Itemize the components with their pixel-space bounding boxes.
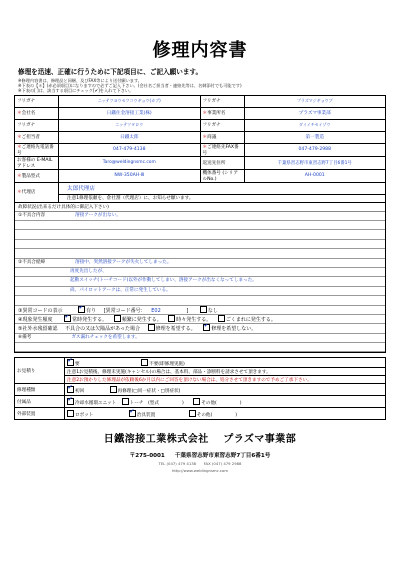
model-label: 製品型式 (21, 173, 40, 179)
furigana-label: フリガナ (15, 95, 59, 107)
remarks-field[interactable]: ガス漏れチェックを希望します。 (71, 334, 140, 340)
ship-label: 返送先住所 (200, 156, 244, 169)
trouble-line[interactable] (15, 240, 385, 249)
repair-no-checkbox[interactable] (203, 324, 210, 331)
parts-other-checkbox[interactable] (193, 398, 200, 405)
trouble-line[interactable]: ②不具合経緯 溶接中、突然溶接アークが失火してしまった。 (15, 259, 385, 268)
estimate-label: お見積り (15, 358, 65, 384)
freq-sometimes-checkbox[interactable] (168, 315, 175, 322)
dealer-field[interactable]: 第一製造 (244, 131, 386, 143)
instruction-notes (18, 78, 386, 94)
accessories-label: 付属品 (15, 396, 65, 408)
agent-field[interactable]: 太郎代理店 (59, 182, 386, 194)
dept-furigana-field[interactable]: プラズマジギョウブ (244, 95, 386, 107)
person-field[interactable]: 日鐵太郎 (59, 131, 201, 143)
q2-label: ②不具合経緯 (18, 259, 46, 265)
trouble-heading: 故障状況(出来るだけ具体的に御記入下さい) (15, 203, 385, 212)
error-code-row: ③異常コードの表示 ✔ 有り [異常コード番号： E02 ] なし (15, 306, 385, 315)
dealer-furigana-field[interactable]: ダイイチセイゾウ (244, 119, 386, 131)
footer-company: 日鐵溶接工業株式会社 プラズマ事業部 (103, 434, 297, 446)
freq-always-checkbox[interactable] (64, 315, 71, 322)
phone-label: ご連絡先電話番号 (17, 144, 54, 156)
freq-rare-checkbox[interactable] (218, 315, 225, 322)
customer-info-table: フリガナ ニッテツヨウセツコウギョウ(カブ) フリガナ プラズマジギョウブ ＊会社名 日鐵住金溶接工業(株) ＊事業所名 プラズマ事業部 フリガナ ニッテツタロウ フリガナ ダイイチセイゾウ ＊ご担当者 日鐵太郎 ＊商議 第一製造 ＊ご連絡先電話番号 047-479-4138 ＊ご連絡先FAX番号 047-479-2988 お客様の E-MAILアドレス Taro@weldingnsmc.com 返送先住所 千葉県習志野市東習志野7丁目6番1号 ＊製品型式 NW-350AH-Ⅲ 機体番号 (シリアルNo.) AH-0001 ＊代理店 太郎代理店 注意1修理依頼を、倉社割（代理店）に、お知らせ願います。 (14, 95, 386, 203)
trouble-line[interactable] (15, 343, 385, 352)
fax-field[interactable]: 047-479-2988 (244, 143, 386, 156)
trouble-section (14, 203, 386, 354)
repair-first-checkbox[interactable] (67, 386, 74, 393)
outer-other-checkbox[interactable] (189, 410, 196, 417)
note-line: ※修理内容書は、修理品と同梱、及びFAX等により送付願います。 (18, 78, 142, 83)
serial-field[interactable]: AH-0001 (244, 169, 386, 182)
company-field[interactable]: 日鐵住金溶接工業(株) (59, 107, 201, 119)
remarks-row[interactable]: ⑥備考 ガス漏れチェックを希望します。 (15, 334, 385, 343)
trouble-line[interactable]: 再度先出したが、 (15, 268, 385, 277)
estimate-note-2: 注意2お預かりした修理品が依頼後6か月以内にご回答を頂けない場合は、処分させて頂きますので予めご了承下さい。 (65, 376, 386, 384)
person-furigana-field[interactable]: ニッテツタロウ (59, 119, 201, 131)
agent-label: 代理店 (21, 190, 36, 196)
fax-label: ご連絡先FAX番号 (202, 144, 239, 156)
error-code-field[interactable]: E02 (151, 307, 161, 314)
furigana-label: フリガナ (15, 119, 59, 131)
serial-label: 機体番号 (シリアルNo.) (200, 169, 244, 182)
company-furigana-field[interactable]: ニッテツヨウセツコウギョウ(カブ) (59, 95, 201, 107)
trouble-line[interactable]: ①不具合内容 溶接アークが出ない。 (15, 212, 385, 221)
error-no-checkbox[interactable] (200, 306, 207, 313)
furigana-label: フリガナ (200, 119, 244, 131)
estimate-note-1: 注意1お見積後、修理未実施(キャンセル)の場合は、基本料、部品・診断料を請求させて頂きます。 (65, 368, 386, 376)
torch-checkbox[interactable] (122, 398, 129, 405)
trouble-line[interactable]: 尚、パイロットアークは、正常に発生している。 (15, 287, 385, 296)
coolant-checkbox[interactable] (67, 398, 74, 405)
repair-again-checkbox[interactable] (110, 386, 117, 393)
note-line: ※下表の【＊】(赤必須項目)になりますので必ずご記入下さい。(会社名ご担当者・連絡先等は、名刺添付でも可能です) (18, 83, 242, 89)
model-field[interactable]: NW-350AH-Ⅲ (59, 169, 201, 182)
trouble-line[interactable] (15, 296, 385, 305)
phone-field[interactable]: 047-479-4138 (59, 143, 201, 156)
water-row: ⑤社外水残留確認 不具合の又は欠陥品があった場合 修理を希望する。 ✔ 修理を希望しない。 (15, 324, 385, 333)
note-line: ※下表の[ ]は、該当する項目にチェック[✔]を入れて下さい。 (18, 88, 134, 94)
robot-checkbox[interactable] (67, 410, 74, 417)
external-label: 外部装置 (15, 408, 65, 420)
error-yes-checkbox[interactable] (78, 306, 85, 313)
page-subtitle: 修理を迅速、正確に行うために下記項目に、ご記入願います。 (18, 68, 203, 76)
dept-field[interactable]: プラズマ事業部 (244, 107, 386, 119)
estimate-need-checkbox[interactable] (67, 359, 74, 366)
dept-label: 事業所名 (207, 111, 226, 117)
email-field[interactable]: Taro@weldingnsmc.com (59, 156, 201, 169)
trouble-line[interactable] (15, 249, 385, 258)
furigana-label: フリガナ (200, 95, 244, 107)
q1-label: ①不具合内容 (18, 212, 46, 218)
trouble-line[interactable] (15, 230, 385, 239)
repair-yes-checkbox[interactable] (148, 324, 155, 331)
footer-url[interactable]: http://www.weldingnsmc.com (171, 468, 229, 474)
ship-field[interactable]: 千葉県習志野市東習志野7丁目6番1号 (244, 156, 386, 169)
page-title: 修理内容書 (152, 40, 248, 61)
trouble-line[interactable] (15, 221, 385, 230)
company-label: 会社名 (21, 111, 36, 117)
freq-often-checkbox[interactable] (114, 315, 121, 322)
estimate-noneed-checkbox[interactable] (141, 359, 148, 366)
agent-note: 注意1修理依頼を、倉社割（代理店）に、お知らせ願います。 (59, 194, 386, 202)
dealer-label: 商議 (207, 135, 217, 141)
estimate-table: お見積り ✔要 不要(即修理実施) 注意1お見積後、修理未実施(キャンセル)の場合は、基本料、部品・診断料を請求させて頂きます。 注意2お預かりした修理品が依頼後6か月以内にご回答を頂けない場合は、処分させて頂きますので予めご了承下さい。 修理種類 ✔ 初回 再修理(□同一症状・□別症状) 付属品 ✔ 冷却水循環ユニット トーチ (型式 ) その他( ) 外部装置 ロボット ✔ 治具装置 その他( ) (14, 357, 386, 420)
footer-address: 〒275-0001 千葉県習志野市東習志野7丁目6番1号 (129, 453, 271, 460)
repair-type-label: 修理種類 (15, 384, 65, 396)
trouble-line[interactable]: 起動スイッチ(トーチコード)以外が作動してしまい、溶接アークが出なくなってしまった。 (15, 277, 385, 286)
frequency-row: ④現象発生頻度 ✔ 常時発生する。 頻繁に発生する。 時々発生する。 ごくまれに発生する。 (15, 315, 385, 324)
footer-tel: TEL (047) 479 4138 FAX (047) 479 2988 (158, 461, 242, 467)
email-label: お客様の E-MAILアドレス (15, 156, 59, 169)
jig-checkbox[interactable] (129, 410, 136, 417)
person-label: ご担当者 (21, 135, 40, 141)
